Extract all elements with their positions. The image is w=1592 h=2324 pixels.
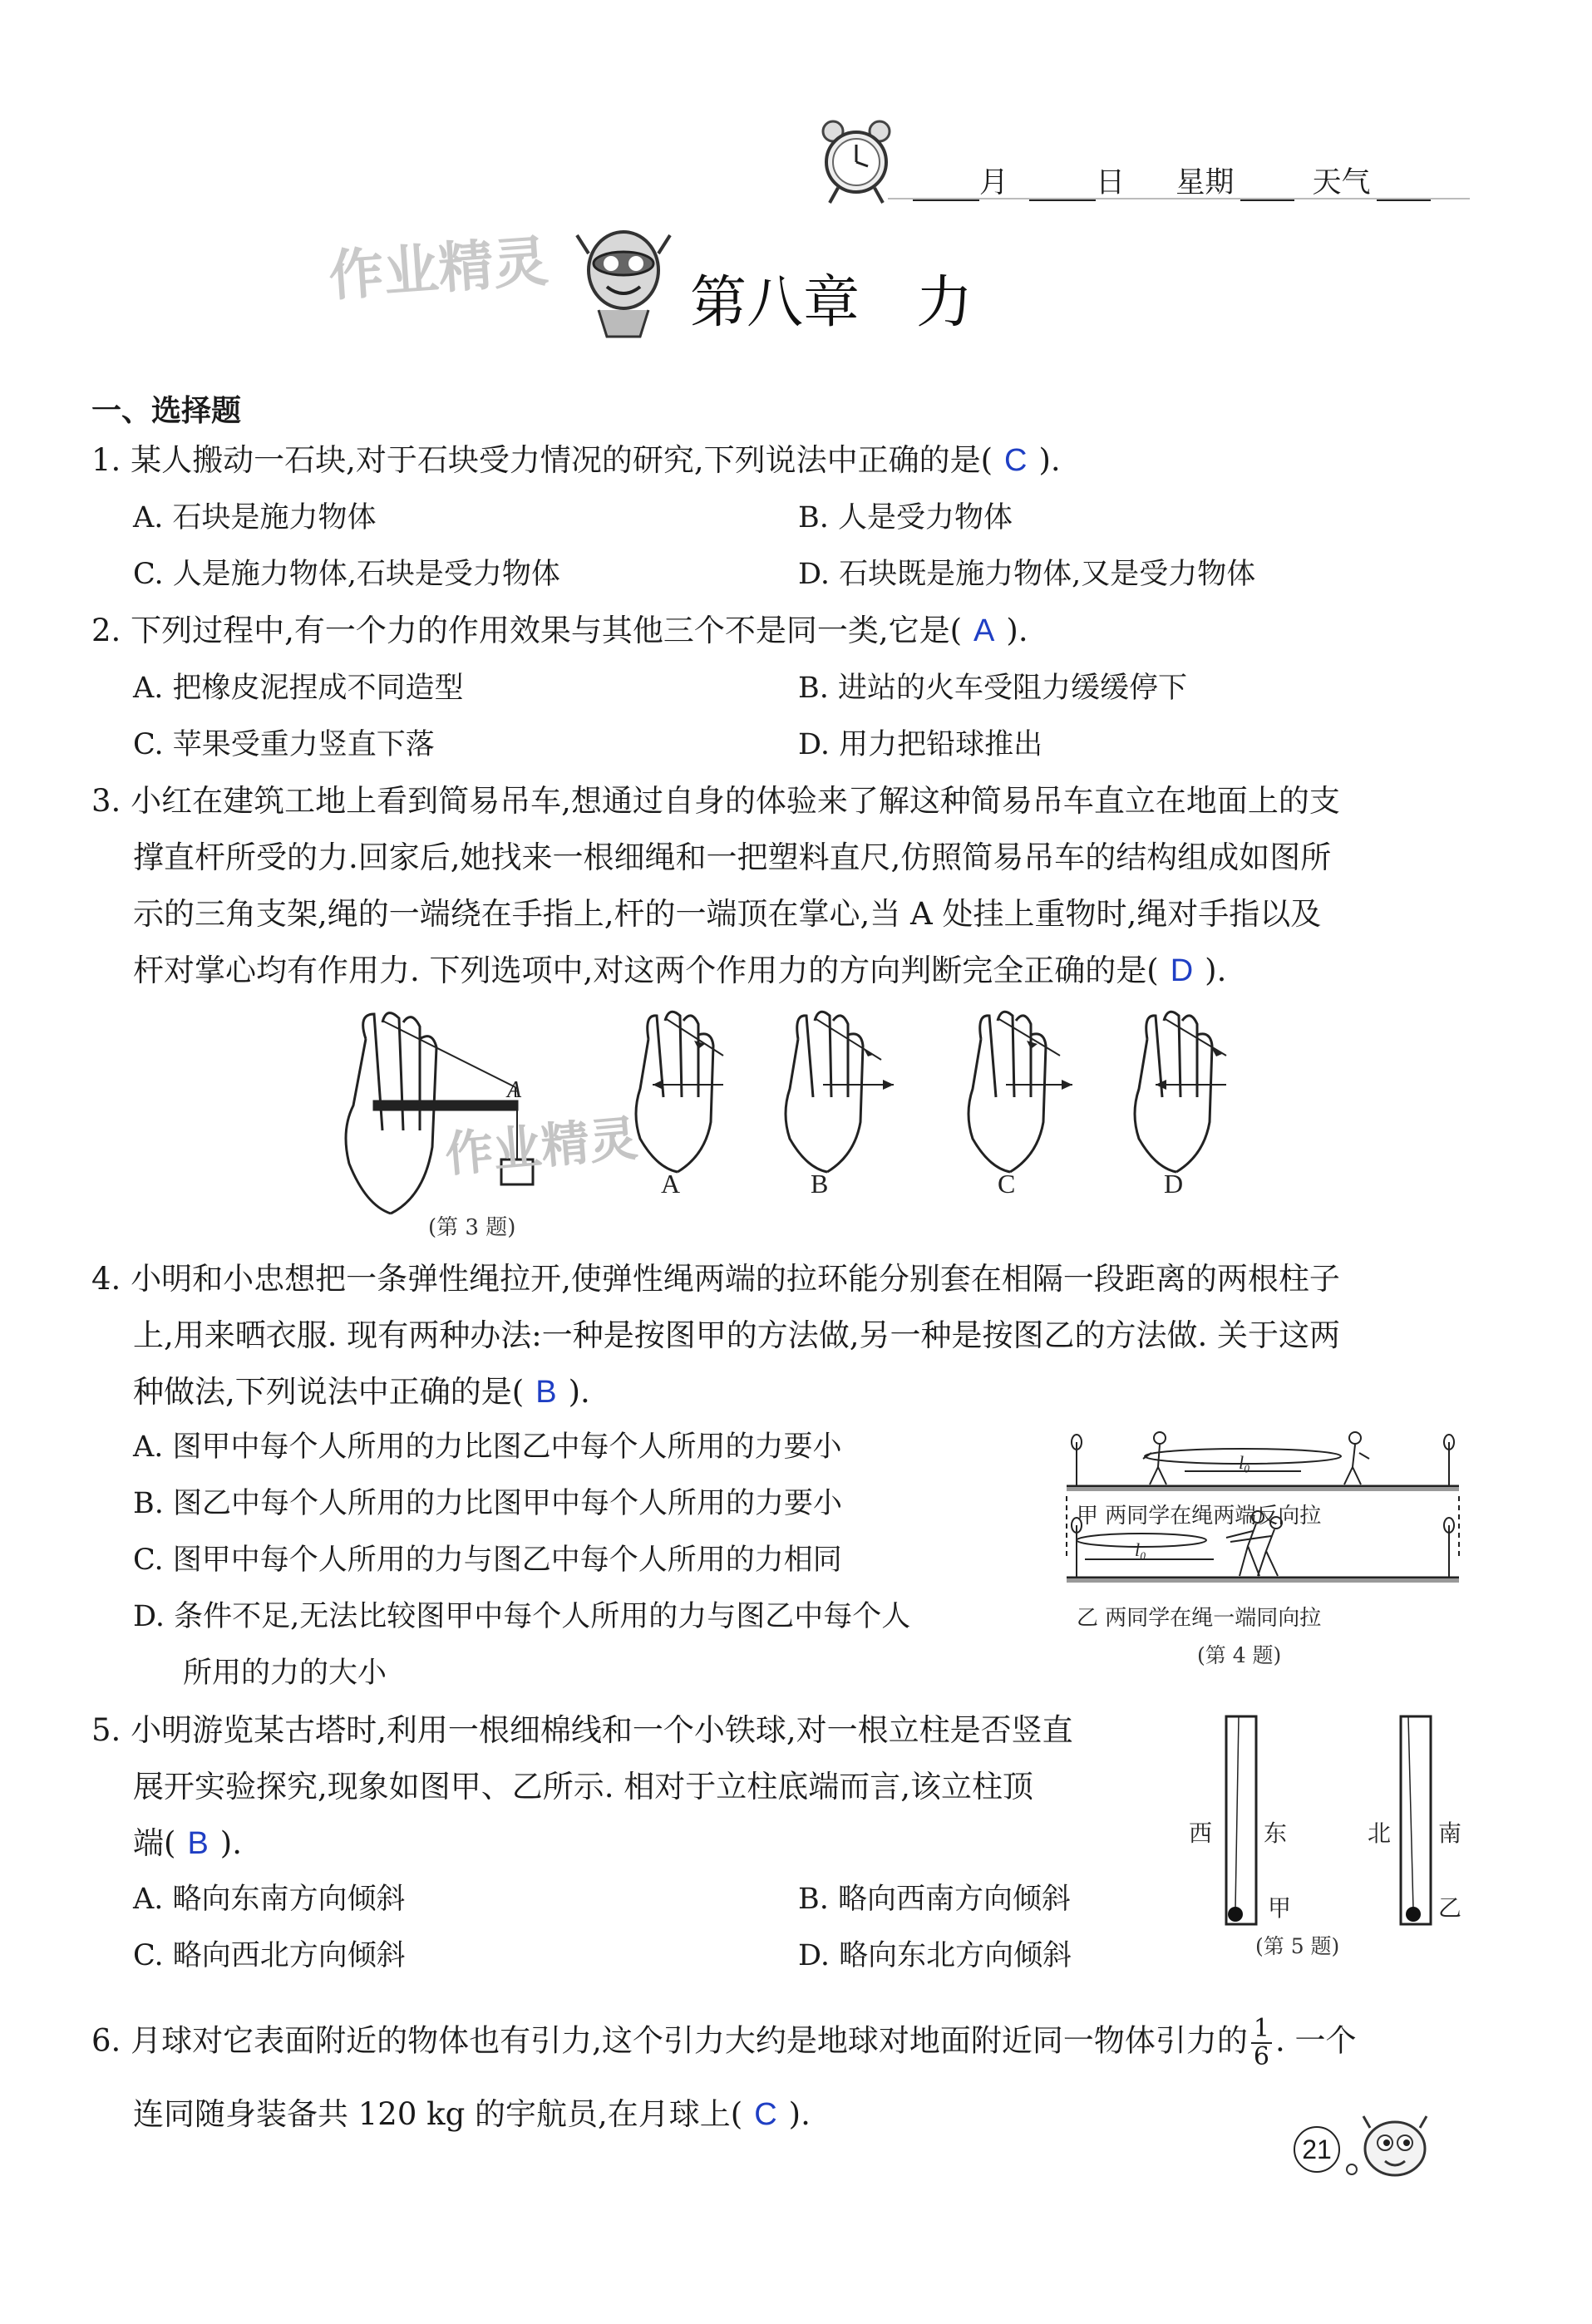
- question-6-line2: 连同随身装备共 120 kg 的宇航员,在月球上( C ).: [133, 2096, 811, 2132]
- q5-figure: [1189, 1708, 1471, 1957]
- q1-option-b[interactable]: B. 人是受力物体: [798, 501, 1013, 534]
- question-5-line2: 展开实验探究,现象如图甲、乙所示. 相对于立柱底端而言,该立柱顶: [133, 1769, 1034, 1805]
- answer-2[interactable]: A: [973, 613, 995, 648]
- question-3-line3: 示的三角支架,绳的一端绕在手指上,杆的一端顶在掌心,当 A 处挂上重物时,绳对手指以及: [133, 896, 1322, 932]
- q2-option-b[interactable]: B. 进站的火车受阻力缓缓停下: [798, 672, 1187, 705]
- page-mascot-icon: [1345, 2111, 1437, 2186]
- q5-caption: (第 5 题): [1255, 1934, 1340, 1957]
- choice-c-hand: [969, 1012, 1072, 1172]
- q2-option-c[interactable]: C. 苹果受重力竖直下落: [133, 728, 435, 761]
- q5-option-c[interactable]: C. 略向西北方向倾斜: [133, 1939, 406, 1972]
- question-4-line3: 种做法,下列说法中正确的是( B ).: [133, 1374, 590, 1410]
- question-4-line2: 上,用来晒衣服. 现有两种办法:一种是按图甲的方法做,另一种是按图乙的方法做. 关于这两: [133, 1317, 1341, 1353]
- label-west: 西: [1189, 1819, 1213, 1847]
- q5-option-a[interactable]: A. 略向东南方向倾斜: [133, 1883, 406, 1916]
- page-number: 21: [1294, 2126, 1340, 2173]
- q2-option-a[interactable]: A. 把橡皮泥捏成不同造型: [133, 672, 464, 705]
- weekday-blank[interactable]: [1240, 173, 1294, 201]
- mascot-icon: [574, 220, 673, 345]
- choice-c-label: C: [998, 1169, 1016, 1199]
- answer-5[interactable]: B: [187, 1826, 209, 1861]
- plumb-bob-yi: [1406, 1907, 1421, 1922]
- choice-a-label: A: [661, 1169, 681, 1199]
- figure-jia-caption: 甲 两同学在绳两端反向拉: [1077, 1504, 1322, 1529]
- q4-option-c[interactable]: C. 图甲中每个人所用的力与图乙中每个人所用的力相同: [133, 1544, 842, 1577]
- q4-caption: (第 4 题): [1197, 1643, 1282, 1667]
- question-6: 6. 月球对它表面附近的物体也有引力,这个引力大约是地球对地面附近同一物体引力的 $\frac{1}{6}$ . 一个: [91, 2014, 1357, 2071]
- q5-option-b[interactable]: B. 略向西南方向倾斜: [798, 1883, 1071, 1916]
- choice-b-hand: [786, 1012, 894, 1172]
- day-blank[interactable]: [1029, 173, 1096, 201]
- label-south: 南: [1438, 1819, 1462, 1847]
- rope-length-label-top: l₀: [1239, 1452, 1250, 1473]
- choice-a-hand: [636, 1012, 723, 1172]
- question-5-line3: 端( B ).: [133, 1825, 242, 1861]
- question-1: 1. 某人搬动一石块,对于石块受力情况的研究,下列说法中正确的是( C ).: [91, 442, 1061, 478]
- section-title: 一、选择题: [91, 394, 242, 428]
- label-jia: 甲: [1268, 1894, 1292, 1922]
- q1-option-d[interactable]: D. 石块既是施力物体,又是受力物体: [798, 558, 1256, 591]
- q5-option-d[interactable]: D. 略向东北方向倾斜: [798, 1939, 1072, 1972]
- q4-figure: [1060, 1421, 1476, 1687]
- q2-option-d[interactable]: D. 用力把铅球推出: [798, 728, 1043, 761]
- header-rule: [888, 198, 1470, 199]
- q3-caption: (第 3 题): [428, 1215, 516, 1240]
- choice-d-hand: [1135, 1012, 1226, 1172]
- answer-1[interactable]: C: [1004, 443, 1028, 478]
- q1-option-a[interactable]: A. 石块是施力物体: [133, 501, 377, 534]
- question-4: 4. 小明和小忠想把一条弹性绳拉开,使弹性绳两端的拉环能分别套在相隔一段距离的两根柱子: [91, 1261, 1340, 1297]
- choice-d-label: D: [1164, 1169, 1184, 1199]
- alarm-clock-icon: [815, 116, 898, 208]
- q4-option-a[interactable]: A. 图甲中每个人所用的力比图乙中每个人所用的力要小: [133, 1430, 842, 1464]
- watermark: 作业精灵: [327, 229, 550, 309]
- answer-6[interactable]: C: [754, 2097, 777, 2132]
- answer-4[interactable]: B: [535, 1375, 557, 1410]
- label-yi: 乙: [1438, 1894, 1462, 1922]
- plumb-bob-jia: [1228, 1907, 1243, 1922]
- point-a-label: A: [507, 1077, 522, 1103]
- rope-length-label-bottom: l₀: [1135, 1539, 1146, 1560]
- q1-option-c[interactable]: C. 人是施力物体,石块是受力物体: [133, 558, 560, 591]
- q3-figure: [299, 1006, 1513, 1247]
- question-2: 2. 下列过程中,有一个力的作用效果与其他三个不是同一类,它是( A ).: [91, 613, 1028, 648]
- setup-hand-figure: [346, 1013, 533, 1214]
- month-blank[interactable]: [913, 173, 979, 201]
- question-3-line4: 杆对掌心均有作用力. 下列选项中,对这两个作用力的方向判断完全正确的是( D ).: [133, 953, 1227, 988]
- date-weather-header: 月 日 星期 天气: [913, 160, 1431, 201]
- weather-blank[interactable]: [1377, 173, 1431, 201]
- question-3: 3. 小红在建筑工地上看到简易吊车,想通过自身的体验来了解这种简易吊车直立在地面上的支: [91, 783, 1340, 819]
- q4-option-b[interactable]: B. 图乙中每个人所用的力比图甲中每个人所用的力要小: [133, 1487, 842, 1520]
- q3-figure-svg: [299, 1006, 1513, 1247]
- choice-b-label: B: [811, 1169, 829, 1199]
- chapter-title: 第八章 力: [690, 270, 973, 336]
- label-east: 东: [1264, 1819, 1288, 1847]
- q4-option-d[interactable]: D. 条件不足,无法比较图甲中每个人所用的力与图乙中每个人: [133, 1600, 911, 1633]
- figure-yi-caption: 乙 两同学在绳一端同向拉: [1077, 1606, 1322, 1631]
- answer-3[interactable]: D: [1170, 953, 1194, 988]
- label-north: 北: [1368, 1819, 1392, 1847]
- q4-option-d-cont: 所用的力的大小: [183, 1657, 387, 1690]
- figure-watermark: 作业精灵: [442, 1110, 640, 1184]
- question-5: 5. 小明游览某古塔时,利用一根细棉线和一个小铁球,对一根立柱是否竖直: [91, 1712, 1073, 1748]
- question-3-line2: 撑直杆所受的力.回家后,她找来一根细绳和一把塑料直尺,仿照简易吊车的结构组成如图所: [133, 839, 1332, 875]
- fraction: $\frac{1}{6}$: [1251, 2016, 1272, 2070]
